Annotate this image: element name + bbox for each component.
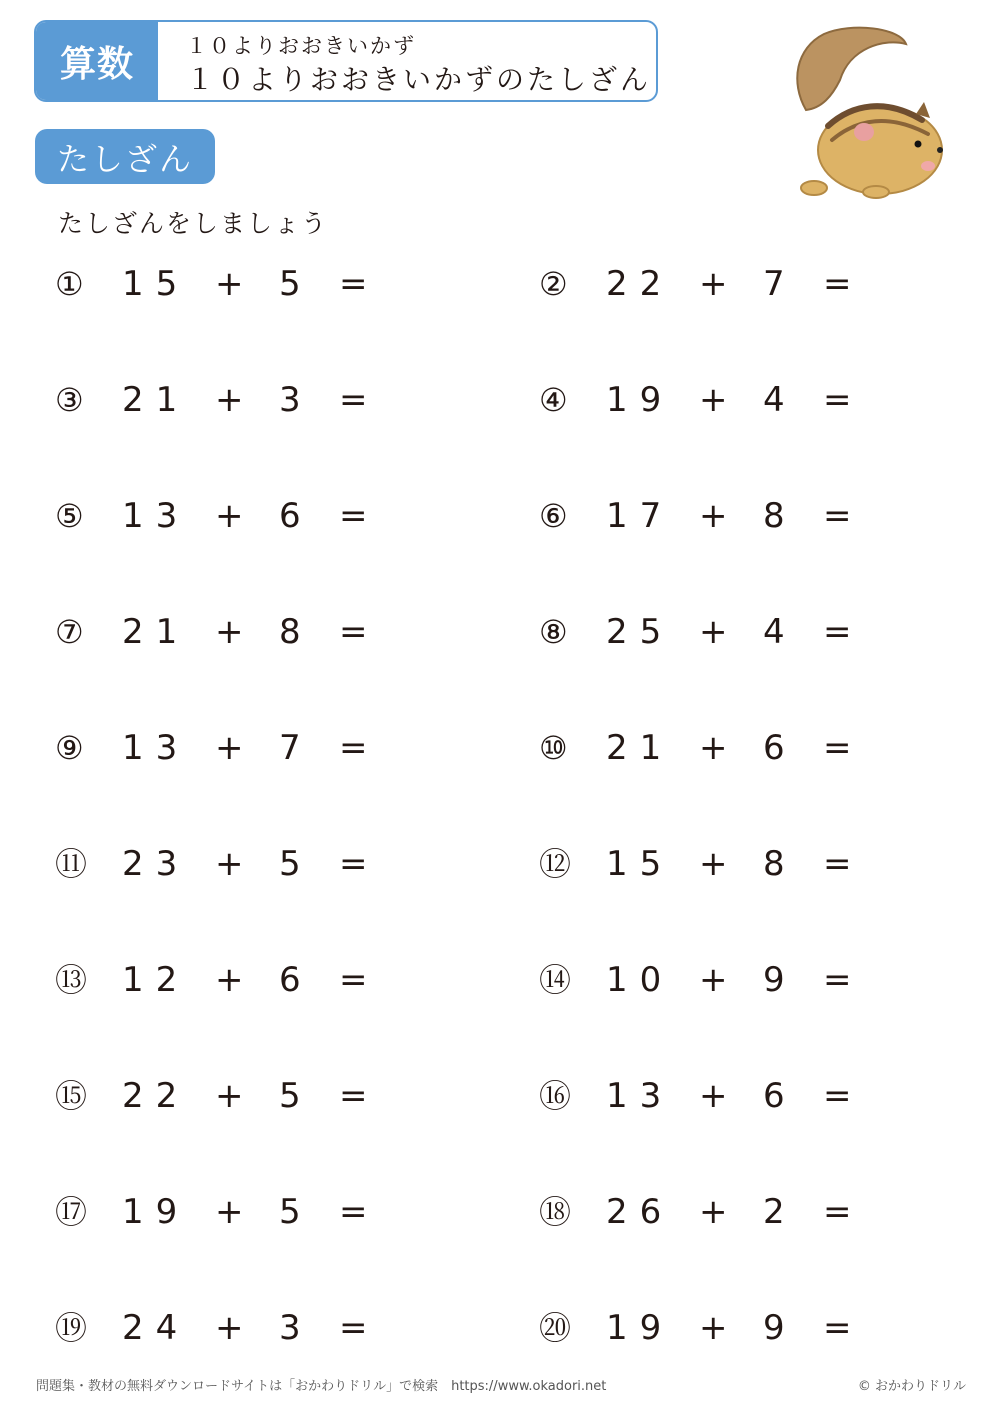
equals-sign: = bbox=[823, 728, 852, 768]
equals-sign: = bbox=[823, 612, 852, 652]
worksheet-header bbox=[34, 20, 658, 102]
footer-source: 問題集・教材の無料ダウンロードサイトは「おかわりドリル」で検索 https://www.okadori.net bbox=[36, 1379, 607, 1394]
first-addend: 25 bbox=[606, 612, 674, 652]
second-addend: 9 bbox=[763, 1308, 785, 1348]
second-addend: 3 bbox=[279, 380, 301, 420]
plus-sign: + bbox=[215, 728, 244, 768]
problem-number: ⑥ bbox=[539, 497, 568, 535]
second-addend: 8 bbox=[763, 844, 785, 884]
equals-sign: = bbox=[823, 1076, 852, 1116]
problem-number: ⑮ bbox=[55, 1077, 88, 1115]
chipmunk-icon bbox=[788, 22, 948, 206]
first-addend: 21 bbox=[122, 380, 190, 420]
problem-number: ⑫ bbox=[539, 845, 572, 883]
worksheet-subtitle: １０よりおおきいかず bbox=[186, 34, 416, 58]
plus-sign: + bbox=[699, 728, 728, 768]
problem-number: ④ bbox=[539, 381, 568, 419]
plus-sign: + bbox=[699, 960, 728, 1000]
subject-label: 算数 bbox=[36, 22, 158, 100]
problem-number: ① bbox=[55, 265, 84, 303]
equals-sign: = bbox=[339, 264, 368, 304]
second-addend: 5 bbox=[279, 1076, 301, 1116]
second-addend: 4 bbox=[763, 612, 785, 652]
problem-number: ⑬ bbox=[55, 961, 88, 999]
second-addend: 7 bbox=[279, 728, 301, 768]
equals-sign: = bbox=[339, 844, 368, 884]
plus-sign: + bbox=[215, 380, 244, 420]
equals-sign: = bbox=[823, 960, 852, 1000]
equals-sign: = bbox=[823, 264, 852, 304]
second-addend: 6 bbox=[763, 1076, 785, 1116]
first-addend: 15 bbox=[606, 844, 674, 884]
first-addend: 22 bbox=[122, 1076, 190, 1116]
first-addend: 21 bbox=[122, 612, 190, 652]
worksheet-title: １０よりおおきいかずのたしざん bbox=[186, 63, 652, 96]
second-addend: 5 bbox=[279, 1192, 301, 1232]
problem-number: ⑦ bbox=[55, 613, 84, 651]
footer-copyright: © おかわりドリル bbox=[857, 1379, 966, 1394]
first-addend: 13 bbox=[606, 1076, 674, 1116]
plus-sign: + bbox=[215, 1308, 244, 1348]
first-addend: 15 bbox=[122, 264, 190, 304]
plus-sign: + bbox=[699, 1308, 728, 1348]
plus-sign: + bbox=[699, 380, 728, 420]
problem-number: ⑨ bbox=[55, 729, 84, 767]
plus-sign: + bbox=[215, 1192, 244, 1232]
first-addend: 12 bbox=[122, 960, 190, 1000]
first-addend: 13 bbox=[122, 496, 190, 536]
second-addend: 7 bbox=[763, 264, 785, 304]
second-addend: 6 bbox=[279, 960, 301, 1000]
equals-sign: = bbox=[823, 1308, 852, 1348]
problem-number: ⑰ bbox=[55, 1193, 88, 1231]
problem-number: ⑭ bbox=[539, 961, 572, 999]
equals-sign: = bbox=[823, 496, 852, 536]
first-addend: 22 bbox=[606, 264, 674, 304]
plus-sign: + bbox=[215, 844, 244, 884]
second-addend: 8 bbox=[763, 496, 785, 536]
second-addend: 5 bbox=[279, 264, 301, 304]
equals-sign: = bbox=[823, 844, 852, 884]
problem-number: ⑪ bbox=[55, 845, 88, 883]
second-addend: 6 bbox=[279, 496, 301, 536]
plus-sign: + bbox=[215, 496, 244, 536]
problem-number: ⑱ bbox=[539, 1193, 572, 1231]
first-addend: 26 bbox=[606, 1192, 674, 1232]
plus-sign: + bbox=[699, 612, 728, 652]
first-addend: 21 bbox=[606, 728, 674, 768]
section-badge: たしざん bbox=[35, 129, 215, 184]
equals-sign: = bbox=[339, 612, 368, 652]
problem-number: ⑳ bbox=[539, 1309, 572, 1347]
plus-sign: + bbox=[699, 264, 728, 304]
plus-sign: + bbox=[699, 496, 728, 536]
first-addend: 10 bbox=[606, 960, 674, 1000]
problem-number: ⑩ bbox=[539, 729, 568, 767]
problem-number: ⑲ bbox=[55, 1309, 88, 1347]
plus-sign: + bbox=[215, 264, 244, 304]
instruction-text: たしざんをしましょう bbox=[58, 209, 329, 238]
plus-sign: + bbox=[699, 844, 728, 884]
equals-sign: = bbox=[339, 1076, 368, 1116]
equals-sign: = bbox=[339, 960, 368, 1000]
plus-sign: + bbox=[699, 1076, 728, 1116]
first-addend: 19 bbox=[606, 380, 674, 420]
second-addend: 2 bbox=[763, 1192, 785, 1232]
equals-sign: = bbox=[823, 1192, 852, 1232]
first-addend: 17 bbox=[606, 496, 674, 536]
second-addend: 9 bbox=[763, 960, 785, 1000]
plus-sign: + bbox=[215, 612, 244, 652]
equals-sign: = bbox=[823, 380, 852, 420]
second-addend: 4 bbox=[763, 380, 785, 420]
problem-number: ② bbox=[539, 265, 568, 303]
problem-number: ③ bbox=[55, 381, 84, 419]
equals-sign: = bbox=[339, 496, 368, 536]
second-addend: 8 bbox=[279, 612, 301, 652]
equals-sign: = bbox=[339, 1308, 368, 1348]
second-addend: 3 bbox=[279, 1308, 301, 1348]
first-addend: 13 bbox=[122, 728, 190, 768]
problem-number: ⑧ bbox=[539, 613, 568, 651]
problem-number: ⑤ bbox=[55, 497, 84, 535]
first-addend: 24 bbox=[122, 1308, 190, 1348]
equals-sign: = bbox=[339, 728, 368, 768]
second-addend: 6 bbox=[763, 728, 785, 768]
equals-sign: = bbox=[339, 1192, 368, 1232]
first-addend: 19 bbox=[606, 1308, 674, 1348]
first-addend: 23 bbox=[122, 844, 190, 884]
second-addend: 5 bbox=[279, 844, 301, 884]
plus-sign: + bbox=[215, 1076, 244, 1116]
plus-sign: + bbox=[215, 960, 244, 1000]
plus-sign: + bbox=[699, 1192, 728, 1232]
problem-number: ⑯ bbox=[539, 1077, 572, 1115]
equals-sign: = bbox=[339, 380, 368, 420]
first-addend: 19 bbox=[122, 1192, 190, 1232]
